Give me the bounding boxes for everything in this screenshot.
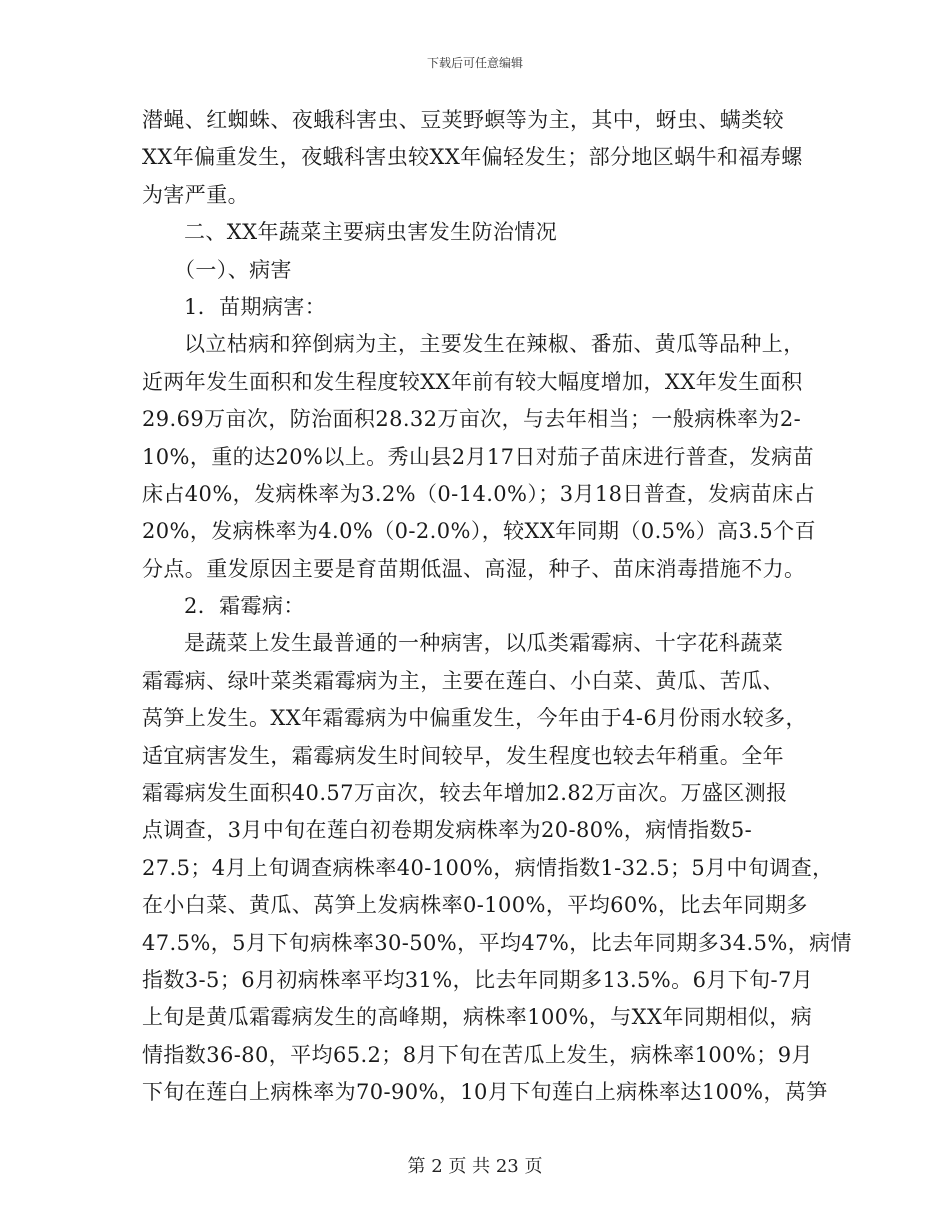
body-line: 20%，发病株率为4.0%（0-2.0%），较XX年同期（0.5%）高3.5个百 [142, 519, 816, 544]
body-line: 是蔬菜上发生最普通的一种病害，以瓜类霜霉病、十字花科蔬菜 [184, 631, 784, 656]
body-line: XX年偏重发生，夜蛾科害虫较XX年偏轻发生；部分地区蜗牛和福寿螺 [142, 145, 803, 170]
body-line: 29.69万亩次，防治面积28.32万亩次，与去年相当；一般病株率为2- [142, 407, 802, 432]
body-line: 点调查，3月中旬在莲白初卷期发病株率为20-80%，病情指数5- [142, 818, 753, 843]
body-line: 指数3-5；6月初病株率平均31%，比去年同期多13.5%。6月下旬-7月 [142, 967, 814, 992]
body-line: 在小白菜、黄瓜、莴笋上发病株率0-100%，平均60%，比去年同期多 [142, 893, 808, 918]
page-number: 第 2 页 共 23 页 [407, 1156, 543, 1177]
item-heading: 1．苗期病害： [184, 294, 327, 319]
body-line: 为害严重。 [142, 182, 249, 207]
body-line: 27.5；4月上旬调查病株率40-100%，病情指数1-32.5；5月中旬调查， [142, 855, 834, 880]
body-line: 下旬在莲白上病株率为70-90%，10月下旬莲白上病株率达100%，莴笋 [142, 1080, 828, 1105]
body-line: 分点。重发原因主要是育苗期低温、高湿，种子、苗床消毒措施不力。 [142, 556, 806, 581]
body-line: 10%，重的达20%以上。秀山县2月17日对茄子苗床进行普查，发病苗 [142, 444, 815, 469]
body-line: 霜霉病、绿叶菜类霜霉病为主，主要在莲白、小白菜、黄瓜、苦瓜、 [142, 668, 784, 693]
body-line: 潜蝇、红蜘蛛、夜蛾科害虫、豆荚野螟等为主，其中，蚜虫、螨类较 [142, 108, 784, 132]
body-line: 适宜病害发生，霜霉病发生时间较早，发生程度也较去年稍重。全年 [142, 743, 784, 768]
item-heading: 2．霜霉病： [184, 594, 305, 619]
body-line: 以立枯病和猝倒病为主，主要发生在辣椒、番茄、黄瓜等品种上， [184, 332, 805, 357]
subsection-heading: （一）、病害 [174, 257, 292, 282]
download-note: 下载后可任意编辑 [426, 56, 523, 70]
body-line: 床占40%，发病株率为3.2%（0-14.0%）；3月18日普查，发病苗床占 [142, 481, 815, 506]
body-line: 莴笋上发生。XX年霜霉病为中偏重发生，今年由于4-6月份雨水较多， [142, 706, 807, 731]
section-heading: 二、XX年蔬菜主要病虫害发生防治情况 [184, 220, 558, 245]
body-line: 情指数36-80，平均65.2；8月下旬在苦瓜上发生，病株率100%；9月 [142, 1042, 813, 1067]
body-line: 霜霉病发生面积40.57万亩次，较去年增加2.82万亩次。万盛区测报 [142, 781, 788, 806]
body-line: 47.5%，5月下旬病株率30-50%，平均47%，比去年同期多34.5%，病情 [142, 930, 852, 955]
body-line: 上旬是黄瓜霜霉病发生的高峰期，病株率100%，与XX年同期相似，病 [142, 1005, 813, 1030]
document-body [142, 102, 852, 1112]
body-line: 近两年发生面积和发生程度较XX年前有较大幅度增加，XX年发生面积 [142, 369, 803, 394]
